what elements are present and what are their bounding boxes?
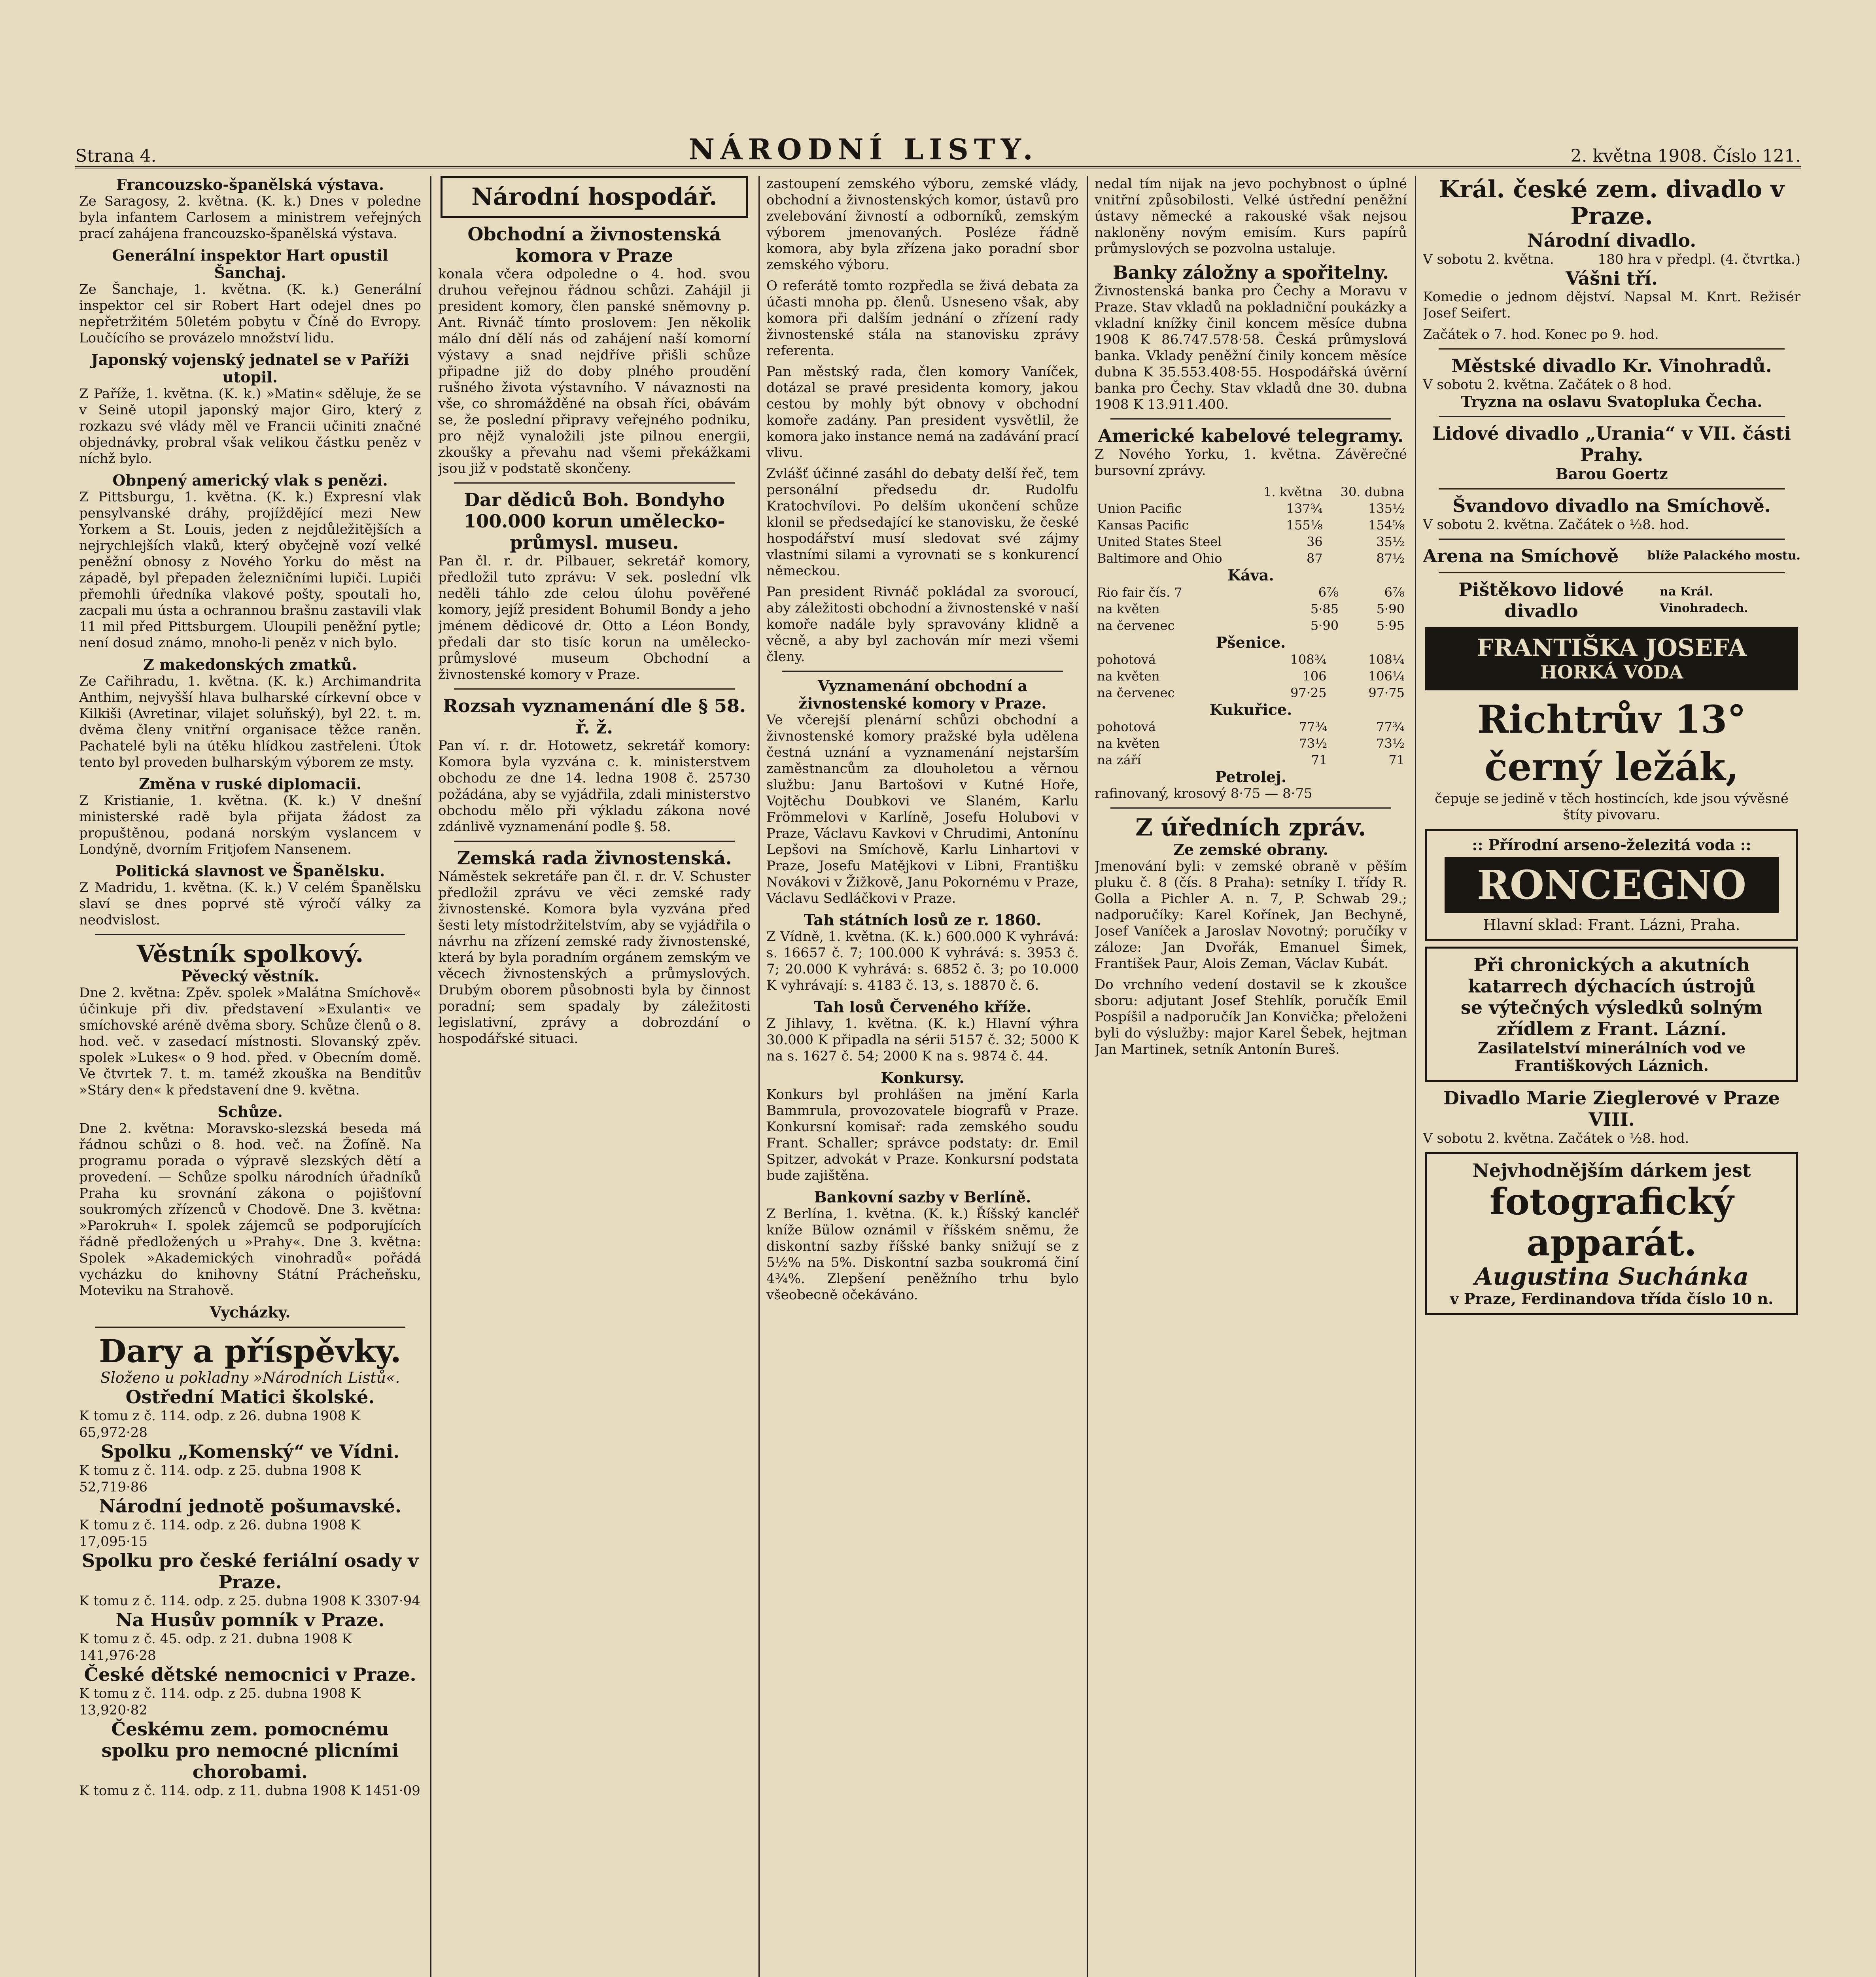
column-rule	[1087, 176, 1088, 1977]
news-text: Z Kristianie, 1. května. (K. k.) V dnešní ministerské radě byla přijata žádost za propuštěnou, podaná norským vyslancem v Londýně, dvorním Fritjofem Nansenem.	[79, 793, 421, 857]
table-row	[1095, 484, 1407, 500]
fund-total	[79, 1517, 421, 1550]
article-text: Pan president Rivnáč pokládal za svoroucí, aby záležitosti obchodní a živnostenské v naší komoře nadále byly spravovány klidně a věcně, a aby byl zachován mír mezi všemi členy.	[766, 584, 1079, 665]
news-heading: Generální inspektor Hart opustil Šanchaj.	[112, 246, 388, 282]
table-cell: na květen	[1097, 601, 1160, 616]
table-cell: pohotová	[1097, 719, 1156, 734]
roncegno-box	[1445, 857, 1779, 913]
news-text: Z Madridu, 1. května. (K. k.) V celém Španělsku slaví se dnes poprvé stě výročí války za neodvislost.	[79, 880, 421, 928]
article-text: Konkurs byl prohlášen na jmění Karla Bammrula, provozovatele biografů v Praze. Konkursní komisař: rada zemského soudu Frant. Schaller; správce podstaty: dr. Emil Spitzer, advokát v Praze. Konkursní podstata bude zajištěna.	[766, 1087, 1079, 1183]
table-cell: 135½	[1368, 501, 1405, 516]
vestnik-text: Dne 2. května: Zpěv. spolek »Malátna Smíchově« účinkuje při div. představení »Exulanti« ve smíchovské aréně dvěma sbory. Schůze členů o 8. hod. več. v zasedací místnosti. Slovanský zpěv. spolek »Lukes« o 9 hod. před. v Obecním domě. Ve čtvrtek 7. t. m. taméž zkouška na Benditův »Stáry den« k představení dne 9. května.	[79, 985, 421, 1098]
table-cell: na červenec	[1097, 618, 1175, 633]
play-title: Vášni tří.	[1565, 268, 1658, 289]
table-row	[1095, 584, 1407, 601]
article-title: Z úředních zpráv.	[1135, 814, 1366, 841]
article-title: Zemská rada živnostenská.	[457, 847, 732, 869]
page-number: Strana 4.	[75, 146, 157, 166]
article-text: O referátě tomto rozpředla se živá debata za účasti mnoha pp. členů. Usneseno však, aby komora při dalším jednání o zřízení rady živnostenské stála na stanovisku zprávy referenta.	[766, 278, 1079, 359]
theatre-date: V sobotu 2. května.	[1423, 251, 1554, 267]
ad-line: FRANTIŠKA JOSEFA	[1477, 634, 1747, 662]
section-divider	[1439, 488, 1785, 490]
subsection-title: Schůze.	[217, 1103, 283, 1121]
table-row	[1095, 668, 1407, 684]
table-row	[1095, 550, 1407, 567]
theatre-date-row	[1423, 376, 1800, 393]
fund-total-text: K tomu z č. 114. odp. z 26. dubna 1908 K 17,095·15	[79, 1517, 361, 1550]
table-row	[1095, 684, 1407, 701]
table-cell: 5·90	[1310, 618, 1339, 633]
fund-total-text: K tomu z č. 114. odp. z 25. dubna 1908 K 52,719·86	[79, 1463, 361, 1495]
ad-line: Při chronických a akutních katarrech dýchacích ústrojů	[1468, 954, 1755, 997]
article-text: zastoupení zemského výboru, zemské vlády, obchodní a živnostenských komor, ústavů pro zvelebování živností a odborníků, zemským výborem jmenovaných. Posléze řádně komora, aby byla zřízena jako poradní sbor zemského výboru.	[766, 176, 1079, 273]
table-cell: 73½	[1376, 736, 1405, 751]
article-text: Pan městský rada, člen komory Vaníček, dotázal se pravé presidenta komory, jakou cestou by mohly být obnovy v obchodní komoře zadány. Pan president vysvětlil, že komora jako instance nemá na zadávání prací vlivu.	[766, 364, 1079, 461]
news-item	[79, 656, 421, 771]
ad-line: Zasilatelství minerálních vod ve Františkových Láznich.	[1477, 1039, 1746, 1074]
table-cell: pohotová	[1097, 652, 1156, 667]
theatre-date: V sobotu 2. května. Začátek o ½8. hod.	[1423, 517, 1689, 533]
table-cell: 106¼	[1368, 669, 1405, 684]
article-text: Z Berlína, 1. května. (K. k.) Říšský kancléř kníže Bülow oznámil v říšském sněmu, že diskontní sazby říšské banky snižují se z 5½% na 5%. Diskontní sazba soukromá činí 4¾%. Zlepšení peněžního trhu bylo všeobecně očekáváno.	[766, 1206, 1079, 1303]
article-text: konala včera odpoledne o 4. hod. svou druhou veřejnou řádnou schůzi. Zahájil ji president komory, člen panské sněmovny p. Ant. Rivnáč tímto proslovem: Jen několik málo dní dělí nás od zahájení naší komorní výstavy a snad nejdříve přišli schůze připadne již do doby plného proudění rušného života výstavního. V návaznosti na vše, co shromážděné na obsah říci, obávám se, že poslední připravy veřejného podniku, pro nějž vynaložili jste pilnou energii, zkoušky a převahu nad všemi překážkami jsou již v podstatě skončeny.	[438, 266, 751, 476]
news-item	[79, 176, 421, 242]
theatre-date-row	[1423, 1130, 1800, 1147]
news-item	[79, 862, 421, 928]
play-title: Barou Goertz	[1555, 465, 1668, 483]
article-text: Pan čl. r. dr. Pilbauer, sekretář komory, předložil tuto zprávu: V sek. poslední vlk neděli táhlo zde celou úlohu pověřené komory, jejíž president Bohumil Bondy a jeho jménem dědicové dr. Otto a Léon Bondy, předali dar sto tisíc korun na umělecko-průmyslové museum Obchodní a živnostenské komory v Praze.	[438, 553, 751, 682]
table-cell: 77¾	[1376, 719, 1405, 734]
theatre-date-row	[1423, 251, 1800, 268]
subsection-title: Vycházky.	[210, 1303, 291, 1321]
theatre-subheading: Národní divadlo.	[1527, 230, 1696, 251]
section-divider	[1439, 539, 1785, 540]
news-item	[79, 351, 421, 467]
table-cell: 6⅞	[1384, 585, 1405, 600]
table-cell: 5·95	[1376, 618, 1405, 633]
fund-total	[79, 1408, 421, 1441]
issue-date: 2. května 1908. Číslo 121.	[1570, 146, 1801, 166]
section-divider	[1439, 348, 1785, 350]
article-title: Bankovní sazby v Berlíně.	[814, 1188, 1031, 1206]
section-divider	[95, 1327, 405, 1328]
fund-total	[79, 1593, 421, 1609]
ad-line: se výtečných výsledků solným zřídlem z Frant. Lázní.	[1460, 997, 1763, 1040]
section-divider	[454, 688, 735, 690]
article-text: Z Jihlavy, 1. května. (K. k.) Hlavní výhra 30.000 K připadla na sérii 5157 č. 32; 5000 K na s. 1627 č. 54; 2000 K na s. 9874 č. 44.	[766, 1016, 1079, 1064]
ad-line: :: Přírodní arseno-železitá voda ::	[1472, 836, 1751, 854]
article-text: Ve včerejší plenární schůzi obchodní a živnostenské komory pražské byla udělena čestná uznání a vyznamenání nejstarším zaměstnancům za dlouholetou a věrnou službu: Janu Bartošovi v Kutné Hoře, Vojtěchu Doubkovi ve Slaném, Karlu Frömmelovi v Karlíně, Josefu Holubovi v Praze, Václavu Kavkovi v Chrudimi, Antonínu Lepšovi na Smíchově, Karlu Linhartovi v Praze, Josefu Matějkovi v Libni, Františku Novákovi v Žižkově, Janu Pokornému v Praze, Václavu Sedláčkovi v Praze.	[766, 712, 1079, 906]
ad-line: Nejvhodnějším dárkem jest	[1472, 1160, 1751, 1181]
ad-line: HORKÁ VODA	[1540, 662, 1683, 683]
table-cell: 108¾	[1290, 652, 1327, 667]
section-title-box	[441, 176, 748, 218]
theatre-heading: Arena na Smíchově	[1423, 545, 1619, 567]
column-3	[766, 176, 1079, 1977]
theatre-date-row	[1423, 516, 1800, 533]
section-divider	[454, 482, 735, 484]
table-cell: 97·75	[1368, 685, 1405, 700]
roncegno-name: RONCEGNO	[1477, 862, 1747, 908]
play-time	[1423, 326, 1800, 343]
table-cell: 77¾	[1299, 719, 1328, 734]
article-title: Tah státních losů ze r. 1860.	[804, 911, 1042, 929]
fund-total	[79, 1631, 421, 1664]
table-row	[1095, 533, 1407, 550]
news-heading: Obnpený americký vlak s penězi.	[112, 471, 388, 489]
theatre-heading: Divadlo Marie Zieglerové v Praze VIII.	[1443, 1087, 1780, 1130]
table-cell: Union Pacific	[1097, 501, 1182, 516]
article-title: Vyznamenání obchodní a živnostenské komory v Praze.	[798, 677, 1047, 712]
table-cell: 6⅞	[1318, 585, 1339, 600]
news-heading: Z makedonských zmatků.	[143, 656, 357, 673]
subsection-title: Pěvecký věstník.	[181, 967, 320, 985]
table-cell: na květen	[1097, 669, 1160, 684]
schuze-text: Dne 2. května: Moravsko-slezská beseda má řádnou schůzi o 8. hod. več. na Žofíně. Na programu porada o výpravě slezských dětí a provedení. — Schůze spolku národních úřadníků Praha ku srovnání zákona o pojišťovní soukromých zřízenců v Chodově. Dne 3. května: »Parokruh« I. spolek zájemců se podporujících řádně předložených u »Prahy«. Dne 3. května: Spolek »Akademických vinohradů« pořádá vycházku do knihovny Státní Prácheňsku, Moteviku na Strahově.	[79, 1121, 421, 1298]
theatre-note: blíže Palackého mostu.	[1647, 549, 1800, 563]
fund-total	[79, 1462, 421, 1495]
news-text: Z Pittsburgu, 1. května. (K. k.) Expresní vlak pensylvanské dráhy, projíždějící mezi New Yorkem a St. Louis, jeden z nejdůležitějších a nejrychlejších vlaků, který obyčejně vozí velké peněžní obnosy z Nového Yorku do měst na západě, byl přepaden železničními lupiči. Lupiči přemohli úředníka vlakové pošty, spoutali ho, zacpali mu ústa a ochrannou brašnu zastavili vlak 11 mil před Pittsburgem. Uloupili peněžní pytle; není dosud známo, mnoho-li peněz v nich bylo.	[79, 489, 421, 651]
section-divider	[1110, 418, 1391, 420]
fund-total-text: K tomu z č. 114. odp. z 26. dubna 1908 K 65,972·28	[79, 1408, 361, 1440]
table-cell	[1095, 484, 1249, 500]
fund-title: Národní jednotě pošumavské.	[98, 1495, 402, 1517]
ad-line: fotografický apparát.	[1489, 1180, 1734, 1264]
table-cell: 154⅝	[1368, 518, 1405, 533]
theatre-note: na Král. Vinohradech.	[1660, 585, 1748, 615]
news-text: Ze Šanchaje, 1. května. (K. k.) Generální inspektor cel sir Robert Hart odejel dnes po nepřetržitém 50letém pobytu v Číně do Evropy. Loučícího se provázelo množství lidu.	[79, 282, 421, 346]
article-title: Banky záložny a spořitelny.	[1112, 262, 1389, 283]
table-cell: na červenec	[1097, 685, 1175, 700]
table-cell: Kansas Pacific	[1097, 518, 1189, 533]
fund-total-text: K tomu z č. 45. odp. z 21. dubna 1908 K 141,976·28	[79, 1631, 352, 1663]
ad-line: Hlavní sklad: Frant. Lázni, Praha.	[1483, 916, 1740, 934]
column-5	[1423, 176, 1800, 1977]
play-title: Tryzna na oslavu Svatopluka Čecha.	[1461, 393, 1763, 410]
column-1	[79, 176, 421, 1977]
table-cell: 1. května	[1263, 484, 1323, 499]
column-4	[1095, 176, 1407, 1977]
dary-subtitle: Složeno u pokladny »Národních Listů«.	[100, 1369, 400, 1386]
table-cell: 106	[1302, 669, 1327, 684]
table-cell: 5·85	[1310, 601, 1339, 616]
fund-total	[79, 1782, 421, 1799]
table-cell: 35½	[1376, 534, 1405, 549]
theatre-heading: Král. české zem. divadlo v Praze.	[1439, 176, 1784, 230]
theatre-note: 180 hra v předpl. (4. čtvrtka.)	[1598, 251, 1800, 267]
ad-line: v Praze, Ferdinandova třída číslo 10 n.	[1450, 1290, 1774, 1308]
table-cell: na květen	[1097, 736, 1160, 751]
article-text: Zvlášť účinné zasáhl do debaty delší řeč, tem personální předsedu dr. Rudolfu Kratochvílovi. Po delším ukončení schůze klonil se předsedající ke stanovisku, že české hospodářství musí sledovat své zájmy vlastními silami a vyrovnati se s konkurencí německou.	[766, 466, 1079, 579]
play-desc: Komedie o jednom dějství. Napsal M. Knrt. Režisér Josef Seifert.	[1423, 289, 1800, 321]
newspaper-title: NÁRODNÍ LISTY.	[688, 132, 1038, 166]
table-cell: Rio fair čís. 7	[1097, 585, 1182, 600]
news-text: Z Paříže, 1. května. (K. k.) »Matin« sděluje, že se v Seině utopil japonský major Giro, který z rozkazu své vlády měl ve Francii učiniti značné objednávky, probral však velikou částku peněz v níchž bylo.	[79, 386, 421, 467]
pistek-title-row	[1423, 579, 1800, 622]
table-cell: Baltimore and Ohio	[1097, 551, 1222, 566]
news-item	[79, 247, 421, 346]
arena-title-row	[1423, 545, 1800, 567]
article-title: Dar dědiců Boh. Bondyho 100.000 korun umělecko-průmysl. museu.	[463, 489, 725, 553]
photo-ad	[1425, 1152, 1798, 1315]
theatre-heading: Pištěkovo lidové divadlo	[1458, 579, 1624, 622]
article-title: Obchodní a živnostenská komora v Praze	[467, 223, 721, 266]
article-text: rafinovaný, krosový 8·75 — 8·75	[1095, 786, 1312, 801]
news-heading: Francouzsko-španělská výstava.	[116, 176, 384, 193]
coffee-table	[1095, 584, 1407, 634]
section-divider	[1439, 572, 1785, 573]
news-text: Ze Cařihradu, 1. května. (K. k.) Archimandrita Anthim, nejvyšší hlava bulharské církevní obce v Kilkiši (Avretinar, vilajet soluňský), byl 22. t. m. dvěma členy vnitřní organisace těžce raněn. Pachatelé byli na útěku hlídkou zastřeleni. Útok tento byl proveden bulharským výborem ze msty.	[79, 673, 421, 770]
theatre-heading: Lidové divadlo „Urania“ v VII. části Prahy.	[1432, 423, 1791, 465]
fund-title: Spolku „Komenský“ ve Vídni.	[100, 1441, 400, 1462]
table-cell: na září	[1097, 752, 1141, 767]
article-text: nedal tím nijak na jevo pochybnost o úplné vnitřní způsobilosti. Velké ústřední peněžní ústavy německé a rakouské však nejsou nakloněny novým emisím. Kurs papírů průmyslových se pozvolna ustaluje.	[1095, 176, 1407, 257]
article-text: Z Vídně, 1. května. (K. k.) 600.000 K vyhrává: s. 16657 č. 7; 100.000 K vyhrává: s. 3953 č. 7; 20.000 K vyhrává: s. 6852 č. 3; po 10.000 K vyhrávají: s. 4183 č. 13, s. 18870 č. 6.	[766, 929, 1079, 993]
article-text: Do vrchního vedení dostavil se k zkoušce sboru: adjutant Josef Stehlík, poručík Emil Pospíšil a nadporučík Jan Konvička; přeloženi byli do výslužby: major Karel Šebek, hejtman Jan Martinek, setník Antonín Bureš.	[1095, 977, 1407, 1057]
fund-title: Českému zem. pomocnému spolku pro nemocné plicními chorobami.	[101, 1718, 399, 1782]
article-title: Konkursy.	[881, 1069, 964, 1087]
franz-josef-ad	[1425, 627, 1798, 690]
table-cell: 73½	[1299, 736, 1328, 751]
fund-total	[79, 1685, 421, 1718]
stock-table	[1095, 484, 1407, 567]
table-cell: 71	[1388, 752, 1405, 767]
table-cell: 97·25	[1290, 685, 1327, 700]
table-row	[1095, 601, 1407, 617]
fund-total-text: K tomu z č. 114. odp. z 25. dubna 1908 K 13,920·82	[79, 1686, 361, 1718]
table-row	[1095, 752, 1407, 768]
wheat-table	[1095, 651, 1407, 701]
news-heading: Japonský vojenský jednatel se v Paříži utopil.	[91, 351, 409, 386]
column-rule	[1415, 176, 1416, 1977]
table-row	[1095, 651, 1407, 668]
corn-table	[1095, 718, 1407, 768]
theatre-heading: Švandovo divadlo na Smíchově.	[1452, 495, 1771, 516]
table-cell: 137¾	[1286, 501, 1323, 516]
catarrh-ad	[1425, 947, 1798, 1082]
article-text: Z Nového Yorku, 1. května. Závěrečné bursovní zprávy.	[1095, 446, 1407, 478]
table-cell: 87	[1307, 551, 1323, 566]
ad-line: Augustina Suchánka	[1474, 1263, 1749, 1291]
column-2	[438, 176, 751, 1977]
beer-ad-sub: čepuje se jedině v těch hostincích, kde jsou vývěsné štíty pivovaru.	[1435, 791, 1789, 823]
article-title: Americké kabelové telegramy.	[1098, 425, 1404, 446]
section-divider	[454, 841, 735, 842]
table-cell: United States Steel	[1097, 534, 1222, 549]
table-cell: 5·90	[1376, 601, 1405, 616]
table-cell: 108¼	[1368, 652, 1405, 667]
column-rule	[758, 176, 760, 1977]
section-title-hospodar: Národní hospodář.	[471, 183, 717, 211]
fund-title: Spolku pro české feriální osady v Praze.	[81, 1550, 419, 1593]
section-divider	[1439, 416, 1785, 417]
fund-total-text: K tomu z č. 114. odp. z 25. dubna 1908 K 3307·94	[79, 1593, 420, 1609]
table-heading: Kukuřice.	[1209, 701, 1292, 718]
article-text: Pan ví. r. dr. Hotowetz, sekretář komory: Komora byla vyzvána c. k. ministerstvem obchodu ze dne 14. ledna 1908 č. 25730 požádána, aby se vyjádřila, zdali ministerstvo obchodu mělo při výkladu zákona nové zdánlivě vyznamenání podle §. 58.	[438, 738, 751, 835]
article-text: Náměstek sekretáře pan čl. r. dr. V. Schuster předložil zprávu ve věci zemské rady živnostenské. Komora byla vyzvána před šesti lety místodržitelstvím, aby se vyjádřila o návrhu na zřízení zemské rady živnostenské, která by byla poradním orgánem zemským ve věcech živnostenských a průmyslových. Drubým oborem působnosti byla by činnost poradní; sem spadaly by záležitosti legislativní, zprávy a dobrozdání o hospodářské situaci.	[438, 869, 751, 1047]
column-rule	[430, 176, 431, 1977]
beer-ad: Richtrův 13° černý ležák,	[1477, 697, 1746, 789]
article-text: Živnostenská banka pro Čechy a Moravu v Praze. Stav vkladů na pokladniční poukázky a vkladní knížky činil koncem měsíce dubna 1908 K 86.747.578·58. Česká průmyslová banka. Vklady peněžní činily koncem měsíce dubna K 35.553.408·55. Hospodářská úvěrní banka pro Čechy. Stav vkladů dne 30. dubna 1908 K 13.911.400.	[1095, 283, 1407, 412]
section-divider	[782, 671, 1063, 672]
table-cell: 155⅛	[1286, 518, 1323, 533]
news-heading: Změna v ruské diplomacii.	[138, 775, 362, 793]
table-cell: 71	[1311, 752, 1328, 767]
news-heading: Politická slavnost ve Španělsku.	[115, 862, 385, 880]
table-row	[1095, 517, 1407, 533]
table-heading: Pšenice.	[1216, 633, 1286, 651]
article-text: Jmenování byli: v zemské obraně v pěším pluku č. 8 (čís. 8 Praha): setníky I. třídy R. Golla a Pichler A. n. 7, P. Schwab 29.; nadporučíky: Karel Kořínek, Jan Bechyně, Josef Vaníček a Jaroslav Novotný; poručíky v záloze: Jan Dvořák, Emanuel Šimek, František Paur, Alois Zeman, Václav Kubát.	[1095, 858, 1407, 971]
fund-title: Na Husův pomník v Praze.	[115, 1609, 385, 1631]
article-title: Rozsah vyznamenání dle § 58. ř. ž.	[443, 695, 746, 738]
play-time-text: Začátek o 7. hod. Konec po 9. hod.	[1423, 327, 1659, 342]
news-text: Ze Saragosy, 2. května. (K. k.) Dnes v poledne byla infantem Carlosem a ministrem veřejných prací zahájena francouzsko-španělská výstava.	[79, 193, 421, 242]
roncegno-ad	[1425, 829, 1798, 941]
table-row	[1095, 718, 1407, 735]
fund-title: Ostřední Matici školské.	[125, 1386, 375, 1408]
section-title-vestnik: Věstník spolkový.	[136, 940, 364, 968]
theatre-heading: Městské divadlo Kr. Vinohradů.	[1451, 355, 1772, 376]
section-title-dary: Dary a příspěvky.	[99, 1332, 401, 1370]
table-heading: Petrolej.	[1215, 768, 1287, 786]
section-divider	[1110, 807, 1391, 809]
section-divider	[95, 934, 405, 935]
fund-total-text: K tomu z č. 114. odp. z 11. dubna 1908 K 1451·09	[79, 1783, 420, 1799]
theatre-date: V sobotu 2. května. Začátek o 8 hod.	[1423, 377, 1672, 393]
news-item	[79, 472, 421, 651]
table-cell: 30. dubna	[1340, 484, 1405, 499]
article-title: Tah losů Červeného kříže.	[813, 998, 1032, 1016]
table-cell: 87½	[1376, 551, 1405, 566]
table-row	[1095, 617, 1407, 634]
table-heading: Káva.	[1227, 566, 1274, 584]
table-row	[1095, 500, 1407, 517]
fund-title: České dětské nemocnici v Praze.	[84, 1664, 416, 1685]
theatre-date: V sobotu 2. května. Začátek o ½8. hod.	[1423, 1130, 1689, 1146]
article-subtitle: Ze zemské obrany.	[1173, 841, 1328, 858]
table-row	[1095, 735, 1407, 752]
table-cell: 36	[1307, 534, 1323, 549]
news-item	[79, 775, 421, 858]
page-header	[75, 130, 1801, 168]
